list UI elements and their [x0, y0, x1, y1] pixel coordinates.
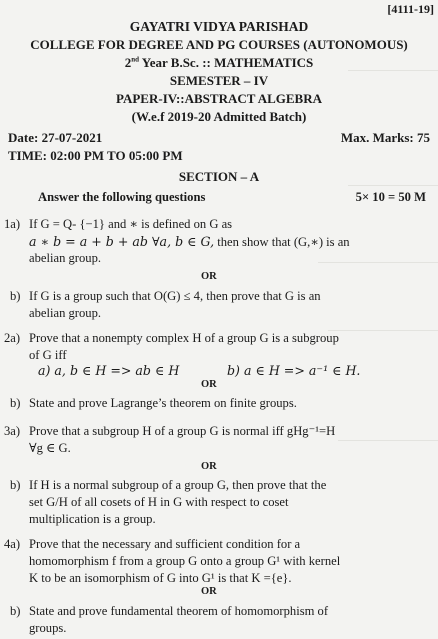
question-4a-line1: Prove that the necessary and sufficient condition for a: [29, 537, 301, 551]
year-number: 2: [124, 55, 132, 70]
year-course-text: Year B.Sc. :: MATHEMATICS: [141, 55, 314, 70]
question-label: b): [10, 604, 21, 618]
question-1b-line1: If G is a group such that O(G) ≤ 4, then prove that G is an: [29, 289, 321, 303]
college-name: COLLEGE FOR DEGREE AND PG COURSES (AUTONOMOUS): [30, 37, 408, 52]
instruction: Answer the following questions: [38, 190, 206, 204]
question-1a-line3: abelian group.: [29, 251, 102, 265]
question-3b-line1: If H is a normal subgroup of a group G, then prove that the: [29, 478, 327, 492]
bleed-through-line: [348, 185, 438, 186]
question-3b-line2: set G/H of all cosets of H in G with respect to coset: [29, 495, 289, 509]
question-2a-line2: of G iff: [29, 348, 67, 362]
question-label: b): [10, 396, 21, 410]
question-1a-line2-text: then show that (G,∗) is an: [214, 235, 350, 249]
question-2a-condition-a: a) a, b ∈ H => ab ∈ H: [38, 363, 180, 378]
or-separator: OR: [201, 379, 217, 390]
question-label: 4a): [4, 537, 21, 551]
question-3b-line3: multiplication is a group.: [29, 512, 156, 526]
question-1b-line2: abelian group.: [29, 306, 102, 320]
or-separator: OR: [201, 271, 217, 282]
exam-date: Date: 27-07-2021: [8, 130, 103, 145]
paper-code: [4111-19]: [387, 2, 434, 16]
question-3a-line1: Prove that a subgroup H of a group G is normal iff gHg⁻¹=H: [29, 424, 336, 438]
year-suffix: nd: [131, 55, 139, 64]
question-label: b): [10, 289, 21, 303]
wef-batch: (W.e.f 2019-20 Admitted Batch): [131, 109, 307, 124]
question-4a-line2: homomorphism f from a group G onto a group G¹ with kernel: [29, 554, 341, 568]
max-marks: Max. Marks: 75: [340, 130, 430, 145]
paper-title: PAPER-IV::ABSTRACT ALGEBRA: [116, 91, 322, 106]
question-2b-line1: State and prove Lagrange’s theorem on finite groups.: [29, 396, 297, 410]
question-3a-line2: ∀g ∈ G.: [29, 441, 71, 455]
exam-time: TIME: 02:00 PM TO 05:00 PM: [8, 148, 183, 163]
question-2a-condition-b: b) a ∈ H => a⁻¹ ∈ H.: [227, 363, 361, 378]
institution-name: GAYATRI VIDYA PARISHAD: [129, 19, 309, 34]
marks-scheme: 5× 10 = 50 M: [355, 190, 426, 204]
question-1a-line2: [29, 234, 350, 250]
year-course: [0, 55, 438, 71]
question-label: 3a): [4, 424, 21, 438]
section-heading: SECTION – A: [178, 169, 260, 184]
or-separator: OR: [201, 586, 217, 597]
question-2a-line1: Prove that a nonempty complex H of a group G is a subgroup: [29, 331, 339, 345]
question-1a-formula: a ∗ b = a + b + ab ∀a, b ∈ G,: [29, 234, 215, 249]
semester: SEMESTER – IV: [169, 73, 269, 88]
question-4b-line2: groups.: [29, 621, 67, 635]
bleed-through-line: [328, 330, 438, 331]
question-label: b): [10, 478, 21, 492]
question-4b-line1: State and prove fundamental theorem of homomorphism of: [29, 604, 329, 618]
question-1a-line1: If G = Q- {−1} and ∗ is defined on G as: [29, 217, 233, 231]
bleed-through-line: [338, 440, 438, 441]
question-label: 1a): [4, 217, 21, 231]
bleed-through-line: [318, 262, 438, 263]
or-separator: OR: [201, 461, 217, 472]
question-label: 2a): [4, 331, 21, 345]
question-4a-line3: K to be an isomorphism of G into G¹ is that K ={e}.: [29, 571, 292, 585]
